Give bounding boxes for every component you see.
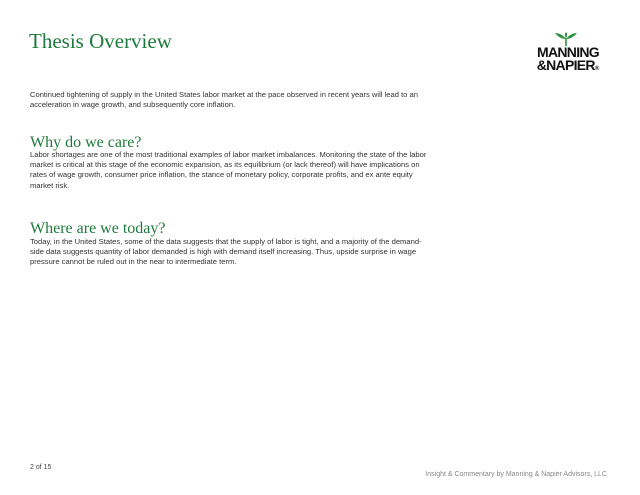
registered-mark: ®: [594, 66, 600, 72]
page-title: Thesis Overview: [29, 29, 172, 53]
section-heading-why-do-we-care: Why do we care?: [30, 134, 142, 151]
intro-paragraph: Continued tightening of supply in the United States labor market at the pace observed in recent years will lead to an acceleration in wage growth, and subsequently core inflation.: [30, 90, 418, 110]
logo-wordmark-line2: [527, 58, 609, 76]
section-body-why-do-we-care: Labor shortages are one of the most traditional examples of labor market imbalances. Monitoring the state of the labor market is critical at this stage of the economic expansion, as its equilibrium (or lack thereof) will have implications on rates of wage growth, consumer price inflation, the stance of monetary policy, corporate profits, and ex ante equity market risk.: [30, 150, 427, 190]
manning-napier-logo: [527, 32, 609, 74]
section-heading-where-are-we-today: Where are we today?: [30, 220, 166, 237]
section-body-where-are-we-today: Today, in the United States, some of the data suggests that the supply of labor is tight, and a majority of the demand-side data suggests quantity of labor demanded is high with demand itself increasing. Thus, upside surprise in wage pressure cannot be ruled out in the near to intermediate term.: [30, 237, 422, 267]
page-number: 2 of 15: [30, 464, 52, 471]
footer-credit: Insight & Commentary by Manning & Napier Advisors, LLC: [425, 471, 607, 478]
logo-wordmark-line1: MANNING: [537, 44, 599, 60]
logo-wordmark-line2-text: &NAPIER: [536, 57, 595, 73]
